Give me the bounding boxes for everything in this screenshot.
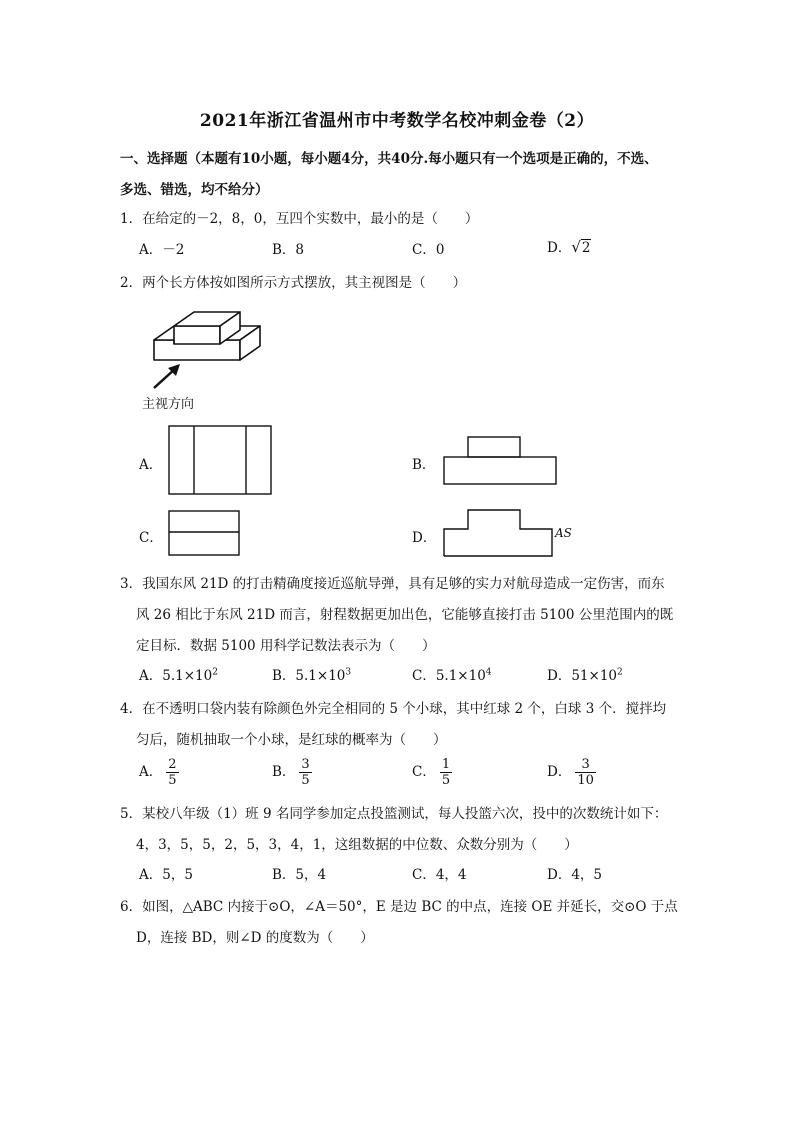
q3-option-c-exponent: 4: [485, 667, 492, 678]
q2-option-a-figure: [168, 425, 272, 495]
q3-option-c-base: C．5.1×10: [412, 668, 486, 684]
q2-option-c-label: C．: [139, 530, 163, 546]
q3-option-a-exponent: 2: [212, 667, 218, 678]
q4-option-d-label: D．: [547, 764, 572, 780]
q4-option-a: [139, 757, 179, 788]
question-3-line1: 3．我国东风 21D 的打击精确度接近巡航导弹，具有足够的实力对航母造成一定伤害，而东: [120, 576, 665, 592]
q2-option-b-label: B．: [412, 457, 436, 473]
q3-option-d-exponent: 2: [617, 667, 623, 678]
q2-option-c-figure: [168, 510, 240, 556]
question-2-text: 2．两个长方体按如图所示方式摆放，其主视图是（ ）: [120, 275, 467, 291]
q3-option-a-base: A．5.1×10: [139, 668, 213, 684]
q2-option-d-label: D．: [412, 530, 437, 546]
q3-option-d: [547, 664, 623, 684]
q4-option-d: [547, 757, 596, 788]
q4-option-b-label: B．: [272, 764, 296, 780]
fraction-denominator: 5: [168, 773, 177, 788]
q3-option-b-base: B．5.1×10: [272, 668, 346, 684]
q5-option-c: C．4，4: [412, 867, 467, 883]
page-title: 2021年浙江省温州市中考数学名校冲刺金卷（2）: [199, 111, 595, 131]
question-6-line1: 6．如图，△ABC 内接于⊙O，∠A＝50°，E 是边 BC 的中点，连接 OE 并延长，交⊙O 于点: [120, 899, 678, 915]
question-5-line1: 5．某校八年级（1）班 9 名同学参加定点投篮测试，每人投篮六次，投中的次数统计如下：: [120, 806, 668, 822]
question-3-line2: 风 26 相比于东风 21D 而言，射程数据更加出色，它能够直接打击 5100 公里范围内的既: [136, 607, 674, 623]
question-3-line3: 定目标．数据 5100 用科学记数法表示为（ ）: [136, 638, 436, 654]
q3-option-c: [412, 664, 492, 684]
q3-option-b: [272, 664, 351, 684]
question-5-line2: 4，3，5，5，2，5，3，4，1，这组数据的中位数、众数分别为（ ）: [136, 837, 578, 853]
q1-option-b: B．8: [272, 242, 305, 258]
q2-option-b-figure: [443, 436, 557, 486]
question-4-line1: 4．在不透明口袋内装有除颜色外完全相同的 5 个小球，其中红球 2 个，白球 3 个．搅拌均: [120, 701, 667, 717]
q2-option-d-note: AS: [555, 526, 572, 540]
question-4-line2: 匀后，随机抽取一个小球，是红球的概率为（ ）: [136, 732, 447, 748]
q1-option-d-radicand: 2: [581, 240, 591, 256]
q3-option-a: [139, 664, 218, 684]
q5-option-a: A．5，5: [139, 867, 193, 883]
view-direction-arrow-icon: [150, 362, 190, 392]
q2-option-a-label: A．: [139, 457, 163, 473]
q4-option-a-fraction: [166, 757, 178, 788]
fraction-denominator: 5: [301, 773, 310, 788]
fraction-denominator: 5: [441, 773, 451, 788]
fraction-numerator: 2: [168, 757, 177, 772]
q4-option-a-label: A．: [139, 764, 163, 780]
q5-option-b: B．5，4: [272, 867, 327, 883]
q4-option-b: [272, 757, 312, 788]
q1-option-d: [547, 236, 591, 256]
q2-option-d-figure: [443, 509, 553, 557]
q1-option-d-label: D．: [547, 240, 572, 256]
question-1-text: 1．在给定的－2，8，0，互四个实数中，最小的是（ ）: [120, 211, 479, 227]
q3-option-d-base: D．51×10: [547, 668, 617, 684]
q1-option-a: A．－2: [139, 242, 185, 258]
q4-option-c-label: C．: [412, 764, 436, 780]
fraction-numerator: 3: [575, 757, 596, 773]
q2-figure-caption: 主视方向: [142, 397, 195, 412]
fraction-numerator: 3: [301, 757, 310, 772]
sqrt-symbol: √2: [571, 238, 591, 256]
q4-option-c-fraction: [440, 757, 452, 788]
section-heading-line1: 一、选择题（本题有10小题，每小题4分，共40分.每小题只有一个选项是正确的，不选、: [120, 151, 658, 167]
q3-option-b-exponent: 3: [345, 667, 352, 678]
fraction-denominator: 10: [577, 773, 594, 788]
q4-option-b-fraction: [299, 757, 311, 788]
q1-option-c: C．0: [412, 242, 445, 258]
question-6-line2: D，连接 BD，则∠D 的度数为（ ）: [136, 930, 374, 946]
section-heading-line2: 多选、错选，均不给分）: [120, 182, 269, 198]
q4-option-c: [412, 757, 452, 788]
fraction-numerator: 1: [441, 757, 451, 772]
q4-option-d-fraction: [575, 757, 596, 788]
q5-option-d: D．4，5: [547, 867, 603, 883]
